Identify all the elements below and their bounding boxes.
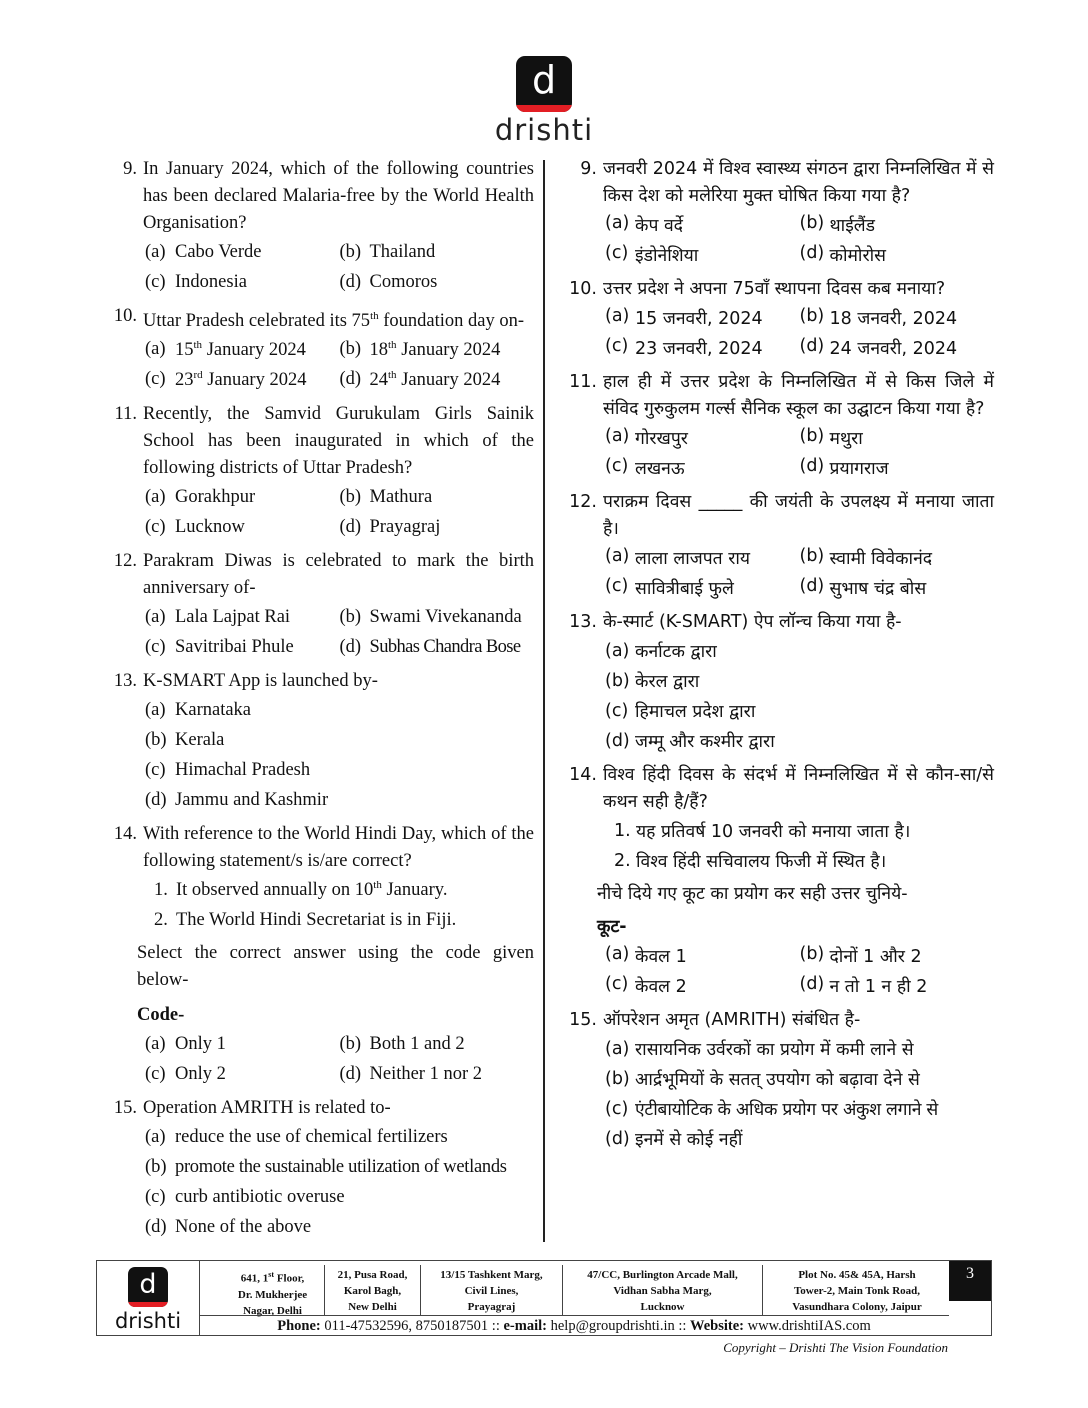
option-d: Neither 1 nor 2 <box>369 1063 483 1084</box>
question-14-en <box>102 821 534 1089</box>
option-d: सुभाष चंद्र बोस <box>829 579 927 599</box>
option-c: हिमाचल प्रदेश द्वारा <box>635 702 756 722</box>
footer-brand-name: drishti <box>114 1309 182 1333</box>
option-c: Lucknow <box>175 516 245 537</box>
option-label: (a) <box>605 546 630 566</box>
logo-letter: d <box>531 58 557 102</box>
option-label: (b) <box>799 546 825 566</box>
contact-line: Phone: 011-47532596, 8750187501 :: e-mail: help@groupdrishti.in :: Website: www.drishtiIAS.com <box>199 1315 949 1336</box>
question-number: 10. <box>569 279 597 299</box>
statement-2: विश्व हिंदी सचिवालय फिजी में स्थित है। <box>636 852 887 872</box>
option-b: Kerala <box>175 729 225 750</box>
option-label: (c) <box>145 1063 166 1084</box>
option-label: (b) <box>339 1033 362 1054</box>
option-a: Only 1 <box>175 1033 226 1054</box>
question-13-hi <box>562 609 994 756</box>
option-label: (a) <box>145 486 166 507</box>
option-d: न तो 1 न ही 2 <box>829 977 928 997</box>
option-label: (b) <box>339 486 362 507</box>
option-label: (d) <box>799 456 825 476</box>
address-prayagraj: 13/15 Tashkent Marg, Civil Lines, Prayagraj <box>421 1265 563 1315</box>
column-divider <box>543 160 545 1242</box>
option-label: (c) <box>605 974 629 994</box>
statement-2: The World Hindi Secretariat is in Fiji. <box>176 909 457 930</box>
option-a: रासायनिक उर्वरकों का प्रयोग में कमी लाने से <box>635 1040 914 1060</box>
question-11-hi <box>562 369 994 483</box>
option-b: Mathura <box>369 486 433 507</box>
address-delhi-mukherjee: 641, 1st Floor, Dr. Mukherjee Nagar, Delhi <box>221 1265 325 1315</box>
question-15-hi <box>562 1007 994 1154</box>
select-instruction: Select the correct answer using the code given below- <box>137 943 534 991</box>
question-text: पराक्रम दिवस _____ की जयंती के उपलक्ष्य में मनाया जाता है। <box>603 492 994 539</box>
option-c: केवल 2 <box>635 977 687 997</box>
question-number: 14. <box>569 765 597 785</box>
option-label: (c) <box>605 336 629 356</box>
question-12-hi <box>562 489 994 603</box>
option-a: केप वर्दे <box>635 216 683 236</box>
option-c: लखनऊ <box>635 459 685 479</box>
address-lucknow: 47/CC, Burlington Arcade Mall, Vidhan Sabha Marg, Lucknow <box>563 1265 763 1315</box>
question-number: 9. <box>580 159 597 179</box>
option-label: (a) <box>605 306 630 326</box>
option-c: Only 2 <box>175 1063 226 1084</box>
option-label: (b) <box>339 606 362 627</box>
option-label: (a) <box>605 213 630 233</box>
option-label: (b) <box>339 339 362 360</box>
question-text: के-स्मार्ट (K-SMART) ऐप लॉन्च किया गया है- <box>603 612 902 632</box>
option-d: 24th January 2024 <box>369 369 501 391</box>
statement-1: यह प्रतिवर्ष 10 जनवरी को मनाया जाता है। <box>636 822 911 842</box>
option-label: (d) <box>145 789 167 810</box>
option-b: 18 जनवरी, 2024 <box>829 309 958 329</box>
option-c: इंडोनेशिया <box>635 246 699 266</box>
statement-number: 2. <box>614 851 631 871</box>
option-label: (c) <box>605 1099 629 1119</box>
option-b: थाईलैंड <box>829 216 876 236</box>
question-text: Recently, the Samvid Gurukulam Girls Sainik School has been inaugurated in which of the following districts of Uttar Pradesh? <box>143 404 534 479</box>
option-b: आर्द्रभूमियों के सतत् उपयोग को बढ़ावा देने से <box>635 1070 920 1090</box>
option-label: (a) <box>605 1039 630 1059</box>
question-9-en <box>102 156 534 297</box>
option-d: इनमें से कोई नहीं <box>635 1130 743 1150</box>
option-label: (a) <box>605 641 630 661</box>
english-column <box>102 156 534 1242</box>
option-a: Cabo Verde <box>175 241 262 262</box>
question-text: Uttar Pradesh celebrated its 75th foundation day on- <box>143 310 525 332</box>
option-label: (b) <box>145 1156 167 1177</box>
option-label: (d) <box>799 243 825 263</box>
option-d: Prayagraj <box>369 516 441 537</box>
code-heading: कूट- <box>597 917 627 937</box>
question-number: 15. <box>569 1010 597 1030</box>
option-b: केरल द्वारा <box>635 672 700 692</box>
question-14-hi <box>562 762 994 1001</box>
question-12-en <box>102 548 534 662</box>
option-label: (a) <box>605 426 630 446</box>
question-9-hi <box>562 156 994 270</box>
question-11-en <box>102 401 534 542</box>
option-a: गोरखपुर <box>635 429 688 449</box>
option-b: 18th January 2024 <box>369 339 501 361</box>
page-number: 3 <box>949 1261 991 1301</box>
logo-letter: d <box>139 1269 157 1300</box>
option-label: (b) <box>799 306 825 326</box>
footer-logo <box>97 1261 200 1335</box>
option-label: (d) <box>339 271 362 292</box>
option-a: Gorakhpur <box>175 486 256 507</box>
statement-number: 1. <box>614 821 631 841</box>
option-label: (b) <box>339 241 362 262</box>
select-instruction: नीचे दिये गए कूट का प्रयोग कर सही उत्तर चुनिये- <box>597 884 908 904</box>
question-text: Parakram Diwas is celebrated to mark the birth anniversary of- <box>143 551 534 599</box>
option-label: (b) <box>799 213 825 233</box>
option-label: (a) <box>145 1033 166 1054</box>
option-label: (c) <box>605 576 629 596</box>
question-text: In January 2024, which of the following countries has been declared Malaria-free by the World Health Organisation? <box>143 159 534 233</box>
question-10-hi <box>562 276 994 363</box>
hindi-column <box>562 156 994 1154</box>
option-label: (a) <box>145 339 166 360</box>
question-text: उत्तर प्रदेश ने अपना 75वाँ स्थापना दिवस कब मनाया? <box>603 279 946 299</box>
page-footer <box>96 1260 992 1336</box>
question-number: 10. <box>113 306 137 326</box>
option-d: प्रयागराज <box>829 459 889 479</box>
option-label: (d) <box>339 1063 362 1084</box>
statement-1: It observed annually on 10th January. <box>176 879 448 901</box>
question-text: ऑपरेशन अमृत (AMRITH) संबंधित है- <box>603 1010 861 1030</box>
option-d: Subhas Chandra Bose <box>369 636 521 657</box>
option-label: (a) <box>145 1126 166 1147</box>
option-label: (c) <box>145 271 166 292</box>
question-text: With reference to the World Hindi Day, which of the following statement/s is/are correct? <box>143 824 534 872</box>
option-label: (a) <box>605 944 630 964</box>
option-d: कोमोरोस <box>829 246 886 266</box>
question-number: 12. <box>113 551 137 572</box>
option-label: (c) <box>145 369 166 390</box>
option-label: (c) <box>145 759 166 780</box>
code-heading: Code- <box>137 1005 185 1026</box>
option-d: जम्मू और कश्मीर द्वारा <box>635 732 775 752</box>
brand-name: drishti <box>494 113 594 147</box>
question-text: जनवरी 2024 में विश्व स्वास्थ्य संगठन द्वारा निम्नलिखित में से किस देश को मलेरिया मुक्त घोषित किया गया है? <box>603 159 994 206</box>
option-a: लाला लाजपत राय <box>635 549 751 569</box>
option-label: (b) <box>145 729 167 750</box>
option-label: (d) <box>799 336 825 356</box>
question-text: हाल ही में उत्तर प्रदेश के निम्नलिखित में से किस जिले में संविद गुरुकुलम गर्ल्स सैनिक स्कूल का उद्घाटन किया गया है? <box>603 372 994 419</box>
option-c: एंटीबायोटिक के अधिक प्रयोग पर अंकुश लगाने से <box>635 1100 938 1120</box>
question-10-en <box>102 303 534 395</box>
option-a: कर्नाटक द्वारा <box>635 642 717 662</box>
option-label: (d) <box>145 1216 167 1237</box>
option-label: (b) <box>605 1069 630 1089</box>
option-label: (b) <box>799 426 825 446</box>
option-b: Swami Vivekananda <box>369 606 522 627</box>
option-label: (c) <box>605 243 629 263</box>
option-c: 23rd January 2024 <box>175 369 307 391</box>
option-b: Thailand <box>369 241 436 262</box>
question-text: विश्व हिंदी दिवस के संदर्भ में निम्नलिखित में से कौन-सा/से कथन सही है/हैं? <box>603 765 994 812</box>
option-label: (c) <box>145 516 166 537</box>
option-c: सावित्रीबाई फुले <box>635 579 734 599</box>
option-a: 15th January 2024 <box>175 339 306 361</box>
option-label: (c) <box>605 456 629 476</box>
option-d: Comoros <box>369 271 438 292</box>
option-d: Jammu and Kashmir <box>175 789 329 810</box>
option-label: (c) <box>145 1186 166 1207</box>
option-label: (c) <box>145 636 166 657</box>
option-c: curb antibiotic overuse <box>175 1186 345 1207</box>
option-b: स्वामी विवेकानंद <box>829 549 933 569</box>
address-jaipur: Plot No. 45& 45A, Harsh Tower-2, Main Tonk Road, Vasundhara Colony, Jaipur <box>792 1269 922 1313</box>
option-a: reduce the use of chemical fertilizers <box>175 1126 448 1147</box>
option-b: Both 1 and 2 <box>369 1033 465 1054</box>
option-d: 24 जनवरी, 2024 <box>829 339 958 359</box>
question-15-en <box>102 1095 534 1242</box>
copyright: Copyright – Drishti The Vision Foundation <box>723 1340 948 1355</box>
question-number: 15. <box>113 1098 137 1119</box>
option-b: दोनों 1 और 2 <box>829 947 922 967</box>
option-d: None of the above <box>175 1216 312 1237</box>
question-number: 13. <box>569 612 597 632</box>
option-c: Indonesia <box>175 271 247 292</box>
statement-number: 2. <box>154 909 168 930</box>
option-a: Karnataka <box>175 699 252 720</box>
question-number: 11. <box>114 404 137 425</box>
option-label: (d) <box>799 576 825 596</box>
option-label: (a) <box>145 606 166 627</box>
option-c: 23 जनवरी, 2024 <box>635 339 763 359</box>
option-c: Savitribai Phule <box>175 636 294 657</box>
option-label: (b) <box>799 944 825 964</box>
question-number: 9. <box>123 159 137 179</box>
option-label: (d) <box>339 369 362 390</box>
option-c: Himachal Pradesh <box>175 759 311 780</box>
option-a: केवल 1 <box>635 947 687 967</box>
option-label: (a) <box>145 699 166 720</box>
question-number: 11. <box>569 372 597 392</box>
question-text: K-SMART App is launched by- <box>143 671 378 692</box>
option-label: (d) <box>605 1129 630 1149</box>
statement-number: 1. <box>154 879 168 900</box>
option-label: (d) <box>339 516 362 537</box>
option-b: promote the sustainable utilization of wetlands <box>175 1156 507 1177</box>
option-label: (d) <box>799 974 825 994</box>
address-delhi-karol-bagh: 21, Pusa Road, Karol Bagh, New Delhi <box>325 1265 421 1315</box>
option-label: (c) <box>605 701 629 721</box>
option-label: (b) <box>605 671 630 691</box>
question-text: Operation AMRITH is related to- <box>143 1098 391 1119</box>
option-a: 15 जनवरी, 2024 <box>635 309 763 329</box>
question-number: 13. <box>113 671 137 692</box>
option-label: (d) <box>605 731 630 751</box>
drishti-logo <box>516 56 572 112</box>
option-b: मथुरा <box>829 429 863 449</box>
option-label: (d) <box>339 636 362 657</box>
question-13-en <box>102 668 534 815</box>
option-label: (a) <box>145 241 166 262</box>
question-number: 14. <box>113 824 137 845</box>
option-a: Lala Lajpat Rai <box>175 606 291 627</box>
question-number: 12. <box>569 492 597 512</box>
